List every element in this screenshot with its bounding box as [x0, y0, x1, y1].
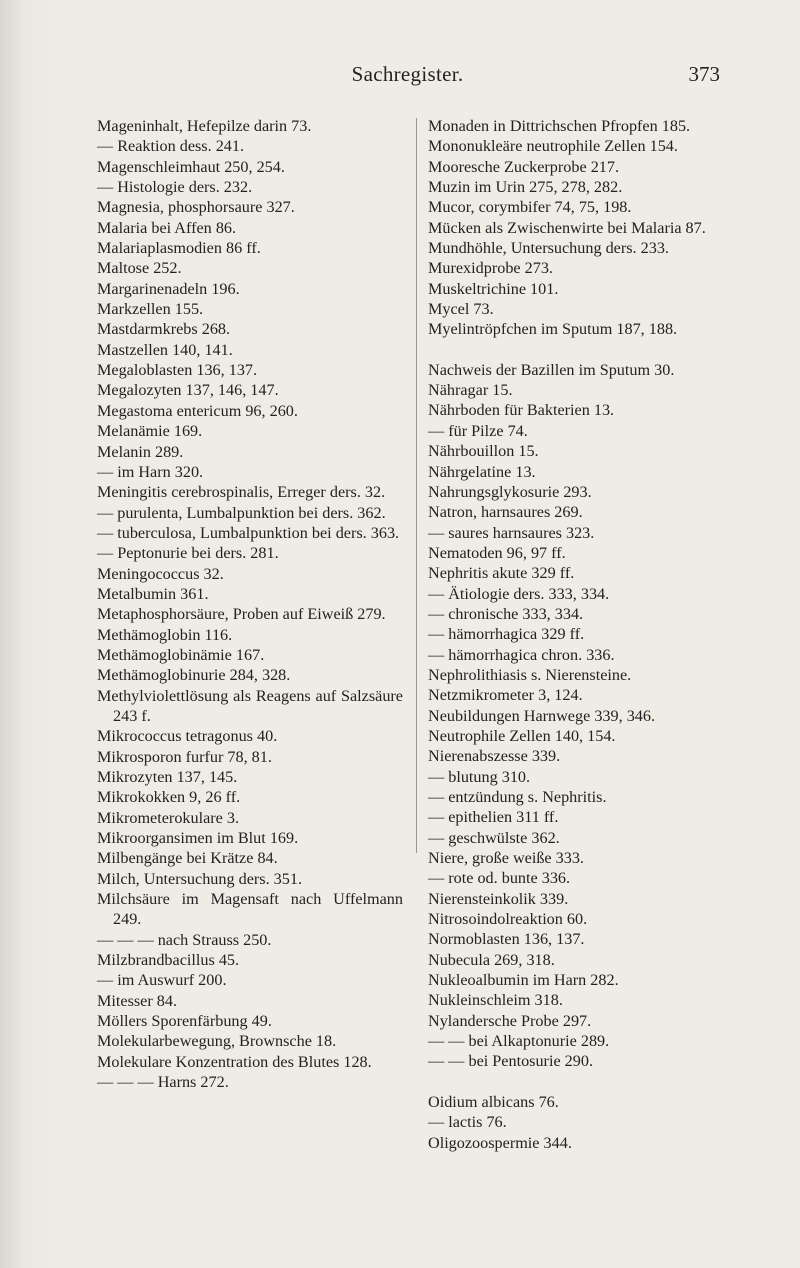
index-entry: Murexidprobe 273. [428, 259, 553, 278]
index-entry: Mücken als Zwischenwirte bei Malaria 87. [428, 218, 706, 237]
index-entry: — epithelien 311 ff. [428, 808, 559, 827]
index-entry: — — bei Pentosurie 290. [428, 1052, 594, 1071]
index-entry: Malariaplasmodien 86 ff. [97, 239, 261, 258]
index-entry: Oidium albicans 76. [428, 1092, 559, 1111]
index-entry: — im Harn 320. [97, 462, 204, 481]
index-entry: Molekularbewegung, Brownsche 18. [97, 1032, 337, 1051]
index-entry: Mikrosporon furfur 78, 81. [97, 747, 272, 766]
index-entry: Neubildungen Harnwege 339, 346. [428, 706, 656, 725]
index-entry: Nährbouillon 15. [428, 442, 539, 461]
index-entry: Nematoden 96, 97 ff. [428, 543, 566, 562]
index-entry: — Peptonurie bei ders. 281. [97, 544, 279, 563]
index-entry: Mundhöhle, Untersuchung ders. 233. [428, 239, 669, 258]
page-title: Sachregister. [351, 62, 464, 86]
index-entry: Milzbrandbacillus 45. [97, 951, 240, 970]
index-entry: Neutrophile Zellen 140, 154. [428, 726, 616, 745]
index-entry: — geschwülste 362. [428, 828, 560, 847]
index-entry: — für Pilze 74. [428, 421, 528, 440]
index-entry: Nubecula 269, 318. [428, 950, 555, 969]
index-entry: Mikrometerokulare 3. [97, 808, 240, 827]
index-entry: Methämoglobin 116. [97, 625, 233, 644]
index-entry: Mikrokokken 9, 26 ff. [97, 788, 241, 807]
index-entry: Mycel 73. [428, 300, 494, 319]
index-entry: Milch, Untersuchung ders. 351. [97, 869, 303, 888]
index-letter-group [428, 116, 734, 340]
column-divider [416, 118, 417, 853]
index-entry: Megaloblasten 136, 137. [97, 361, 258, 380]
index-entry: Muskeltrichine 101. [428, 279, 559, 298]
index-entry: Mikroorgansimen im Blut 169. [97, 829, 299, 848]
index-entry: Milchsäure im Magensaft nach Uffelmann 249. [97, 890, 408, 929]
index-entry: — Reaktion dess. 241. [97, 137, 245, 156]
index-entry: Meningitis cerebrospinalis, Erreger ders. 32. [97, 483, 386, 502]
index-entry: Molekulare Konzentration des Blutes 128. [97, 1052, 372, 1071]
index-entry: — rote od. bunte 336. [428, 869, 571, 888]
index-entry: Nährboden für Bakterien 13. [428, 401, 615, 420]
index-entry: Megalozyten 137, 146, 147. [97, 381, 279, 400]
index-entry: Metalbumin 361. [97, 584, 209, 603]
index-entry: Nephritis akute 329 ff. [428, 564, 575, 583]
index-entry: Möllers Sporenfärbung 49. [97, 1012, 272, 1031]
index-entry: Markzellen 155. [97, 300, 204, 319]
index-entry: — purulenta, Lumbalpunktion bei ders. 362. [97, 503, 386, 522]
index-entry: Nahrungsglykosurie 293. [428, 482, 592, 501]
index-entry: — lactis 76. [428, 1113, 507, 1132]
index-entry: Nähragar 15. [428, 381, 513, 400]
index-entry: — saures harnsaures 323. [428, 523, 595, 542]
index-entry: Monaden in Dittrichschen Pfropfen 185. [428, 117, 691, 135]
index-entry: Melanin 289. [97, 442, 184, 461]
index-entry: Nierensteinkolik 339. [428, 889, 569, 908]
index-entry: — Ätiologie ders. 333, 334. [428, 584, 610, 603]
index-entry: Nukleinschleim 318. [428, 991, 563, 1010]
index-entry: Natron, harnsaures 269. [428, 503, 583, 522]
index-entry: — — — nach Strauss 250. [97, 930, 272, 949]
index-entry: — chronische 333, 334. [428, 604, 584, 623]
index-entry: Margarinenadeln 196. [97, 279, 240, 298]
index-entry: — blutung 310. [428, 767, 531, 786]
index-entry: Mononukleäre neutrophile Zellen 154. [428, 137, 678, 156]
index-entry: Milbengänge bei Krätze 84. [97, 849, 278, 868]
index-letter-group [428, 360, 734, 1072]
index-entry: Mucor, corymbifer 74, 75, 198. [428, 198, 632, 217]
index-entry: Nierenabszesse 339. [428, 747, 561, 766]
index-entry: Methylviolettlösung als Reagens auf Salzsäure 243 f. [97, 686, 408, 725]
index-entry: Mastdarmkrebs 268. [97, 320, 231, 339]
index-entry: — — — Harns 272. [97, 1073, 229, 1092]
index-entry: Mooresche Zuckerprobe 217. [428, 157, 620, 176]
page-number: 373 [688, 62, 720, 86]
index-entry: Magenschleimhaut 250, 254. [97, 157, 285, 176]
index-entry: — — bei Alkaptonurie 289. [428, 1032, 610, 1051]
index-entry: Malaria bei Affen 86. [97, 218, 237, 237]
index-letter-group [428, 1092, 734, 1153]
index-entry: — hämorrhagica chron. 336. [428, 645, 615, 664]
index-entry: Mikrozyten 137, 145. [97, 768, 238, 786]
index-entry: Metaphosphorsäure, Proben auf Eiweiß 279. [97, 605, 386, 624]
index-entry: — im Auswurf 200. [97, 971, 227, 990]
index-entry: Muzin im Urin 275, 278, 282. [428, 178, 623, 197]
index-entry: Nukleoalbumin im Harn 282. [428, 971, 619, 990]
index-entry: Maltose 252. [97, 259, 182, 278]
index-entry: Magnesia, phosphorsaure 327. [97, 198, 295, 217]
index-entry: Mikrococcus tetragonus 40. [97, 727, 278, 746]
index-entry: Melanämie 169. [97, 422, 203, 441]
index-entry: Nephrolithiasis s. Nierensteine. [428, 665, 632, 684]
index-entry: Niere, große weiße 333. [428, 849, 584, 868]
index-entry: Mastzellen 140, 141. [97, 340, 233, 359]
index-column-right [428, 116, 734, 1153]
index-entry: — hämorrhagica 329 ff. [428, 625, 585, 644]
index-entry: Oligozoospermie 344. [428, 1133, 572, 1152]
index-entry: Meningococcus 32. [97, 564, 224, 583]
index-entry: Methämoglobinurie 284, 328. [97, 666, 291, 685]
index-entry: Mitesser 84. [97, 991, 178, 1010]
index-entry: Myelintröpfchen im Sputum 187, 188. [428, 320, 678, 339]
index-entry: Methämoglobinämie 167. [97, 645, 265, 664]
index-entry: Megastoma entericum 96, 260. [97, 401, 298, 420]
index-entry: — tuberculosa, Lumbalpunktion bei ders. 363. [97, 523, 400, 542]
index-entry: Nitrosoindolreaktion 60. [428, 910, 588, 929]
running-head [95, 62, 720, 92]
index-entry: — Histologie ders. 232. [97, 178, 253, 197]
index-entry: Netzmikrometer 3, 124. [428, 686, 583, 705]
index-entry: Normoblasten 136, 137. [428, 930, 585, 949]
index-entry: Nachweis der Bazillen im Sputum 30. [428, 360, 675, 379]
index-entry: Nährgelatine 13. [428, 462, 536, 481]
index-entry: Mageninhalt, Hefepilze darin 73. [97, 117, 312, 135]
index-column-left [97, 116, 408, 1093]
index-entry: — entzündung s. Nephritis. [428, 788, 607, 806]
index-entry: Nylandersche Probe 297. [428, 1011, 592, 1030]
